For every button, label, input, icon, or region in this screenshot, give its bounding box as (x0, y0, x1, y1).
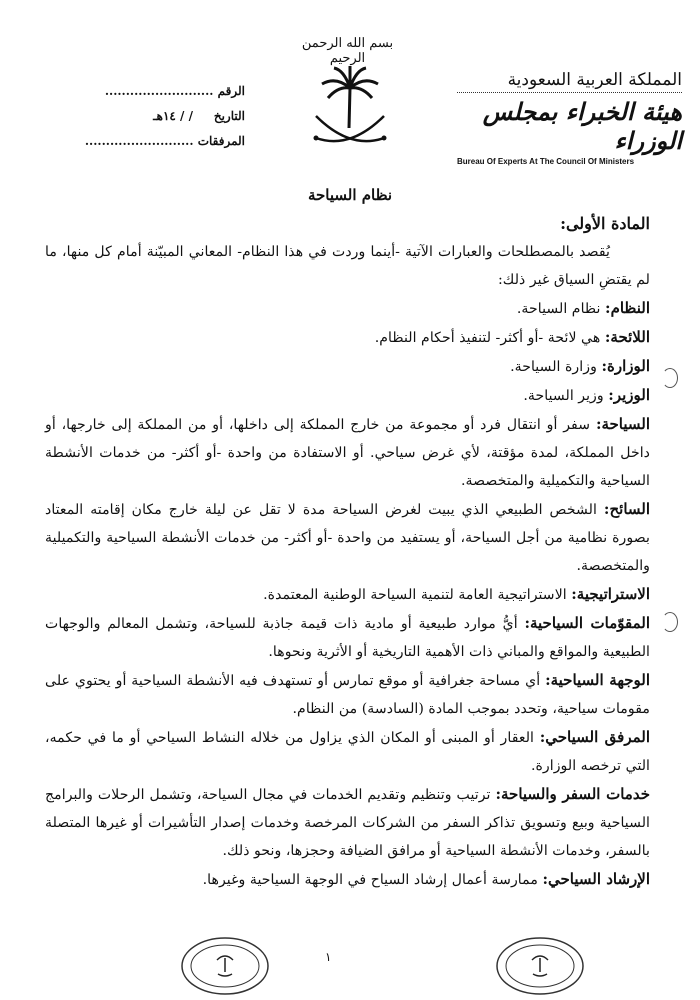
definition-term: الوزير: (608, 386, 650, 404)
definition-text: ممارسة أعمال إرشاد السياح في الوجهة السياحية وغيرها. (202, 872, 538, 888)
definition-item (45, 410, 650, 495)
article-heading: المادة الأولى: (560, 214, 650, 233)
date-label: التاريخ (213, 109, 245, 123)
number-row: الرقم .......................... (104, 84, 245, 98)
document-body (45, 206, 650, 894)
definition-text: وزارة السياحة. (510, 359, 597, 375)
document-title: نظام السياحة (307, 186, 393, 204)
definitions-list (45, 294, 650, 894)
definition-text: سفر أو انتقال فرد أو مجموعة من خارج المملكة إلى داخلها، أو من المملكة إلى خارجها، أو داخل المملكة، لمدة مؤقتة، لأي غرض سياحي. أو الاستفادة من واحدة -أو أكثر- من خدمات الأنشطة السياحية والتكميلية والمتخصصة. (45, 417, 650, 489)
definition-term: الإرشاد السياحي: (542, 870, 650, 888)
definition-item (45, 352, 650, 381)
definition-term: الاستراتيجية: (571, 585, 650, 603)
definition-item (45, 323, 650, 352)
definition-term: خدمات السفر والسياحة: (495, 785, 650, 803)
definition-item (45, 609, 650, 666)
definition-item (45, 495, 650, 580)
definition-item (45, 294, 650, 323)
definition-term: الوجهة السياحية: (545, 671, 650, 689)
bureau-name-english: Bureau Of Experts At The Council Of Ministers (457, 157, 635, 166)
definition-term: المقوّمات السياحية: (524, 614, 651, 632)
page-number: ١ (325, 950, 332, 964)
definition-text: الشخص الطبيعي الذي يبيت لغرض السياحة مدة لا تقل عن ليلة خارج مكان إقامته المعتاد بصورة نظامية من أجل السياحة، أو يستفيد من واحدة -أو أكثر- من خدمات الأنشطة السياحية والتكميلية والمتخصصة. (45, 502, 650, 574)
punch-hole-mark (662, 612, 678, 632)
kingdom-name: المملكة العربية السعودية (457, 70, 682, 93)
reference-block (40, 84, 245, 159)
number-label: الرقم (217, 84, 245, 98)
official-seal-icon (180, 936, 270, 996)
bureau-name-arabic: هيئة الخبراء بمجلس الوزراء (482, 97, 682, 155)
saudi-emblem-icon (308, 58, 392, 150)
intro-paragraph: يُقصد بالمصطلحات والعبارات الآتية -أينما وردت في هذا النظام- المعاني المبيّنة أمام كل منها، ما لم يقتضِ السياق غير ذلك: (45, 244, 650, 288)
attachments-label: المرفقات (197, 134, 245, 148)
definition-term: السياحة: (595, 415, 651, 433)
definition-text: نظام السياحة. (516, 301, 601, 317)
definition-text: وزير السياحة. (523, 388, 604, 404)
issuer-block (457, 70, 682, 166)
definition-term: الوزارة: (601, 357, 650, 375)
definition-item (45, 580, 650, 609)
definition-term: اللائحة: (604, 328, 650, 346)
definition-term: النظام: (605, 299, 650, 317)
definition-term: السائح: (603, 500, 651, 518)
date-value: / / ١٤هـ (153, 109, 193, 123)
punch-hole-mark (662, 368, 678, 388)
definition-text: العقار أو المبنى أو المكان الذي يزاول من خلاله النشاط السياحي أو ما في حكمه، التي ترخصه الوزارة. (45, 730, 650, 774)
attachments-row: المرفقات .......................... (84, 134, 245, 148)
definition-item (45, 780, 650, 865)
definition-text: ترتيب وتنظيم وتقديم الخدمات في مجال السياحة، وتشمل الرحلات والبرامج السياحية وبيع وتسويق تذاكر السفر من الشركات المرخصة وخدمات إصدار التأشيرات أو غيرها المتصلة بالسفر، وخدمات الأنشطة السياحية أو مرافق الضيافة وحجزها، ونحو ذلك. (45, 787, 650, 859)
definition-text: أيُّ موارد طبيعية أو مادية ذات قيمة جاذبة للسياحة، وتشمل المعالم والوجهات الطبيعية والمواقع والمباني ذات الأهمية التاريخية أو الأثرية ونحوها. (45, 616, 650, 660)
definition-item (45, 666, 650, 723)
definition-item (45, 381, 650, 410)
date-row (40, 109, 245, 134)
definition-text: الاستراتيجية العامة لتنمية السياحة الوطنية المعتمدة. (263, 587, 567, 603)
definition-text: أي مساحة جغرافية أو موقع تمارس أو تستهدف فيه الأنشطة السياحية أو يحتوي على مقومات سياحية، وتحدد بموجب المادة (السادسة) من النظام. (45, 673, 650, 717)
definition-item (45, 723, 650, 780)
definition-item (45, 865, 650, 894)
basmala: بسم الله الرحمن الرحيم (301, 36, 394, 66)
official-seal-icon (495, 936, 585, 996)
definition-text: هي لائحة -أو أكثر- لتنفيذ أحكام النظام. (374, 330, 601, 346)
definition-term: المرفق السياحي: (539, 728, 651, 746)
